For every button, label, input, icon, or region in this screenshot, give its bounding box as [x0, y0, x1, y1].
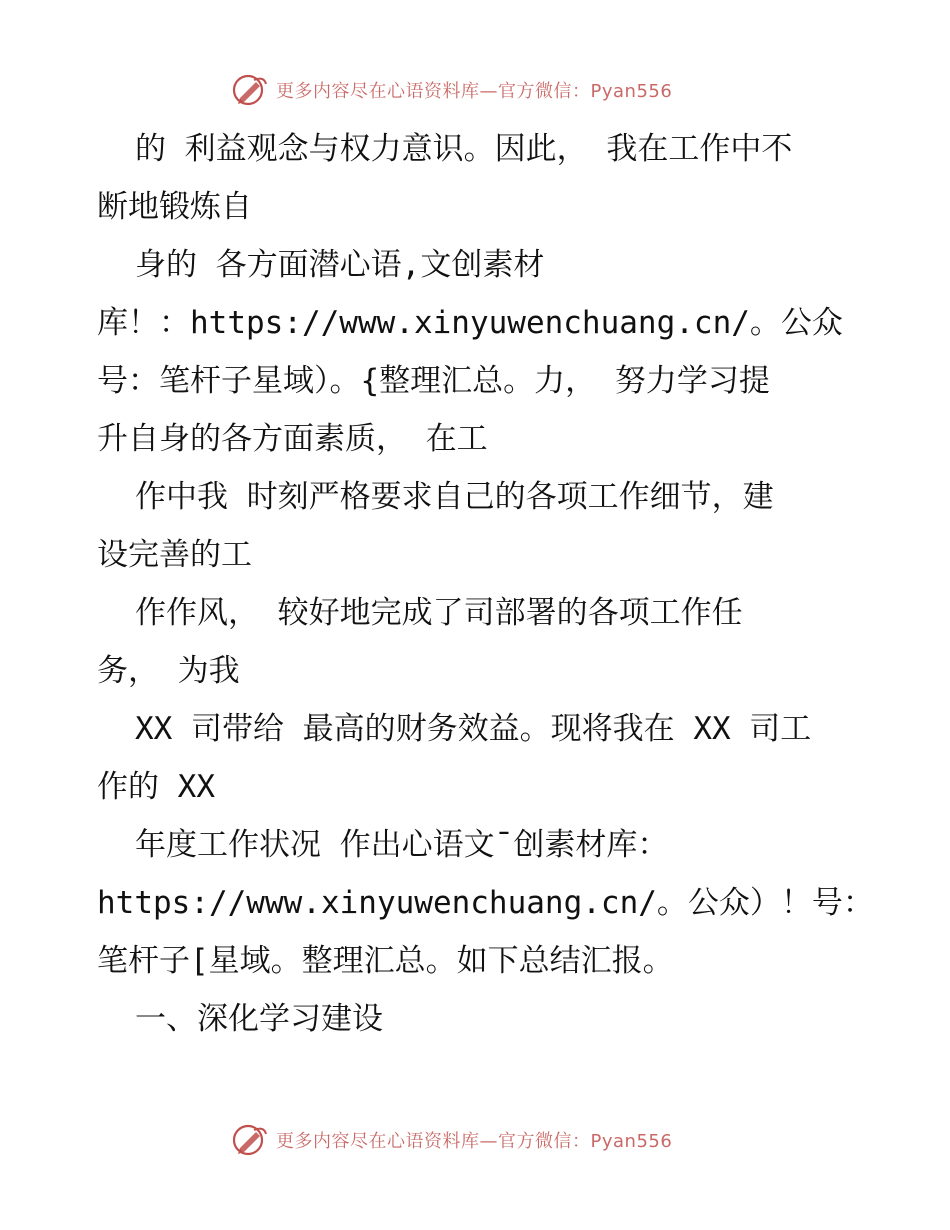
body-line-13: 年度工作状况 作出心语文¯创素材库： — [135, 827, 669, 863]
watermark-footer — [230, 1120, 730, 1160]
body-line-14: https://www.xinyuwenchuang.cn/。公众）！号： — [97, 885, 874, 921]
body-line-2: 断地锻炼自 — [97, 189, 252, 225]
body-line-11: XX 司带给 最高的财务效益。现将我在 XX 司工 — [135, 711, 812, 747]
watermark-header — [230, 70, 730, 110]
watermark-header-text: 更多内容尽在心语资料库—官方微信：Pyan556 — [276, 81, 673, 102]
body-line-1: 的 利益观念与权力意识。因此， 我在工作中不 — [135, 131, 793, 167]
pen-logo-icon — [230, 1122, 270, 1158]
body-line-8: 设完善的工 — [97, 537, 252, 573]
body-line-16: 一、深化学习建设 — [135, 1001, 383, 1037]
body-line-7: 作中我 时刻严格要求自己的各项工作细节，建 — [135, 479, 774, 515]
watermark-footer-text: 更多内容尽在心语资料库—官方微信：Pyan556 — [276, 1131, 673, 1152]
body-line-6: 升自身的各方面素质， 在工 — [97, 421, 488, 457]
body-line-4: 库！：https://www.xinyuwenchuang.cn/。公众 — [97, 305, 843, 341]
body-line-12: 作的 XX — [97, 769, 215, 805]
body-line-3: 身的 各方面潜心语,文创素材 — [135, 247, 545, 283]
document-body — [97, 120, 877, 1048]
body-line-9: 作作风， 较好地完成了司部署的各项工作任 — [135, 595, 743, 631]
pen-logo-icon — [230, 72, 270, 108]
body-line-5: 号：笔杆子星域）。{整理汇总。力， 努力学习提 — [97, 363, 770, 399]
body-line-15: 笔杆子[星域。整理汇总。如下总结汇报。 — [97, 943, 674, 979]
body-line-10: 务， 为我 — [97, 653, 240, 689]
